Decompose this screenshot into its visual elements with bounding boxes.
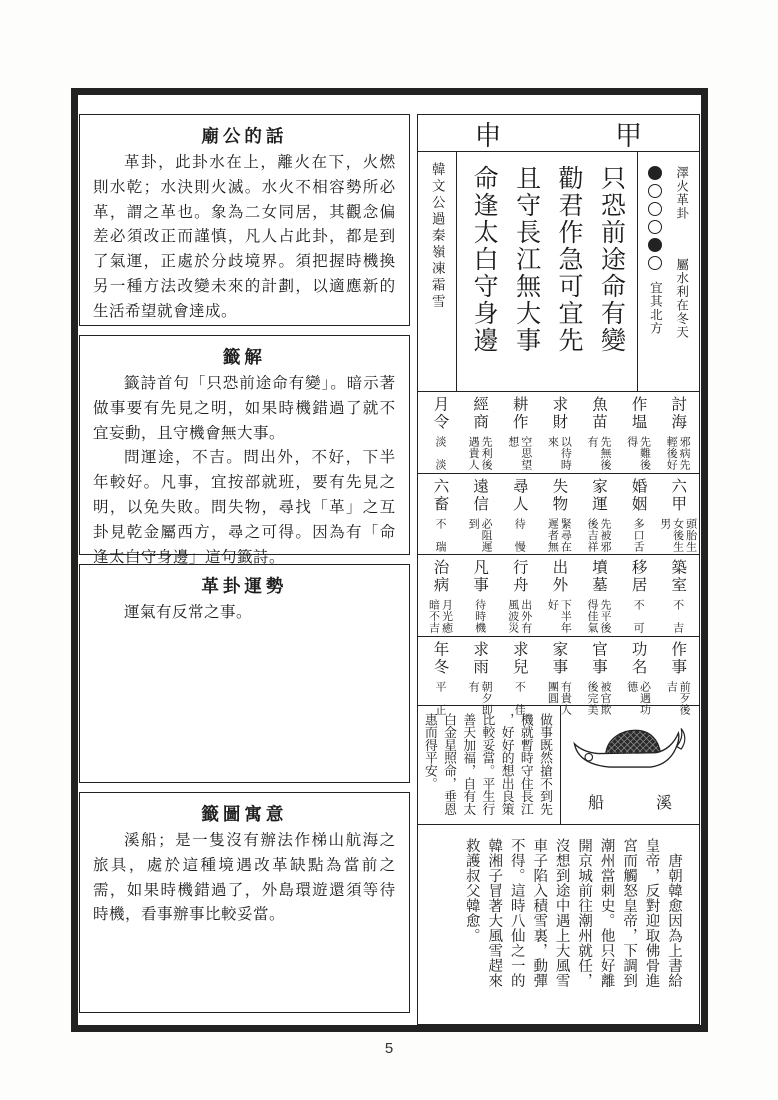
fortune-cell: [539, 641, 579, 716]
hexagram-season: 屬水利在冬天: [674, 258, 689, 339]
fortune-cell-value: 邪病先輕後好: [665, 436, 691, 471]
fortune-cell-label: 移居: [629, 559, 647, 595]
fortune-grid-row: [418, 474, 699, 556]
fortune-cell-label: 家事: [550, 640, 568, 676]
fortune-cell-value: 淡 淡: [434, 436, 447, 471]
section-paragraph: 革卦，此卦水在上，離火在下，火燃則水乾；水決則火滅。水火不相容勢所必革，謂之革也。象為二女同居，其觀念偏差必須改正而謹慎，凡人占此卦，都是到了氣運，正處於分歧境界。須把握時機換另一種方法改變未來的計劃，以適應新的生活希望就會達成。: [93, 154, 396, 320]
fortune-cell-label: 出外: [550, 559, 568, 595]
fortune-cell: [459, 478, 499, 553]
fortune-cell: [420, 559, 460, 634]
fortune-cell: [539, 396, 579, 471]
fortune-cell-label: 經商: [471, 396, 489, 431]
poem-line: 且守長江無大事: [512, 165, 540, 354]
fortune-cell-label: 年冬: [431, 640, 449, 676]
fortune-cell: [499, 478, 539, 553]
section-hexagram-fortune: [79, 564, 410, 783]
fortune-cell-value: 空思望想: [506, 436, 532, 471]
poem-source-column: [418, 152, 457, 391]
fortune-cell: [459, 559, 499, 634]
fortune-cell: [618, 478, 658, 553]
fortune-cell-value: 朝夕即有: [467, 680, 493, 716]
fortune-cell: [499, 559, 539, 634]
fortune-cell-value: 不 瑞: [434, 517, 447, 553]
fortune-cell-value: 不 佳: [513, 680, 526, 716]
fortune-cell-value: 先無後有: [585, 436, 611, 471]
hexagram-lines-column: [646, 166, 664, 391]
section-poem-explanation: [79, 335, 410, 566]
emblem-caption-text: 做事既然搶不到先機就暫時守住長江，好好的想出良策比較妥當。平生行善天加福，自有太白金星照命，垂恩惠而得平安。: [422, 713, 552, 816]
fortune-cell-label: 築室: [669, 559, 687, 595]
fortune-cell-label: 六甲: [669, 477, 687, 513]
fortune-cell-value: 有貴人團圓: [546, 680, 572, 716]
stem-branch-char: 申: [474, 120, 502, 151]
fortune-cell: [578, 478, 618, 553]
page-border-frame: [71, 88, 708, 1032]
fortune-cell: [499, 396, 539, 471]
story-band: [418, 825, 699, 1024]
fortune-cell-value: 前歹後吉: [665, 680, 691, 716]
hexagram-direction: 宜其北方: [648, 281, 663, 335]
section-paragraph: 溪船；是一隻沒有辦法作梯山航海之旅具，處於這種境遇改革缺點為當前之需，如果時機錯過了，外島環遊還須等待時機，看事辦事比較妥當。: [93, 832, 396, 924]
poem-area: [457, 152, 637, 391]
fortune-cell: [499, 641, 539, 716]
section-paragraph: 籤詩首句「只恐前途命有變」。暗示著做事要有先見之明，如果時機錯過了就不宜妄動，且守機會無大事。: [93, 375, 396, 442]
fortune-cell-value: 不 吉: [671, 599, 684, 634]
story-text: 唐朝韓愈因為上書給皇帝，反對迎取佛骨進宮而觸怒皇帝，下調到潮州當刺史。他只好離開京城前往潮州就任，沒想到途中遇上大風雪車子陷入積雪裏，動彈不得。這時八仙之一的韓湘子冒著大風雪趕來救護叔父韓愈。: [463, 838, 682, 988]
fortune-cell-value: 不 可: [632, 599, 645, 634]
boat-porthole: [585, 753, 593, 761]
boat-illustration: [571, 724, 689, 776]
fortune-cell-label: 求雨: [471, 640, 489, 676]
fortune-cell-value: 平 正: [434, 680, 447, 716]
fortune-cell-value: 被官欺後完美: [585, 680, 611, 716]
fortune-cell: [618, 559, 658, 634]
poem-line: 只恐前途命有變: [597, 165, 625, 354]
fortune-cell: [539, 478, 579, 553]
section-paragraph: 運氣有反常之事。: [124, 604, 253, 621]
fortune-cell-value: 頭胎生女後生男: [658, 517, 697, 553]
fortune-grid: [418, 392, 699, 716]
fortune-cell-label: 功名: [629, 640, 647, 676]
left-column: [79, 114, 410, 1025]
yao-circle-open-icon: [648, 184, 662, 198]
fortune-cell-label: 失物: [550, 477, 568, 513]
fortune-cell-label: 求財: [550, 396, 568, 431]
fortune-cell: [539, 559, 579, 634]
fortune-cell: [420, 478, 460, 553]
poem-line: 勸君作急可宜先: [555, 165, 583, 354]
fortune-cell-value: 出外有風波災: [506, 599, 532, 634]
fortune-cell-label: 尋人: [510, 477, 528, 513]
yao-circle-filled-icon: [648, 166, 662, 180]
fortune-cell: [618, 641, 658, 716]
fortune-grid-row: [418, 392, 699, 474]
fortune-cell-label: 官事: [589, 640, 607, 676]
fortune-cell: [420, 396, 460, 471]
fortune-cell-label: 行舟: [510, 559, 528, 595]
emblem-label: 船 溪: [587, 795, 690, 812]
fortune-cell-label: 墳墓: [589, 559, 607, 595]
section-paragraph: 問運途，不吉。問出外，不好，下半年較好。凡事，宜按部就班，要有先見之明，以免失敗。問失物，尋找「革」之互卦見乾金屬西方，尋之可得。因為有「命逢太白守身邊」這句籤詩。: [93, 449, 396, 566]
yao-circle-open-icon: [648, 220, 662, 234]
emblem-band: [418, 706, 699, 825]
fortune-cell: [618, 396, 658, 471]
poem-line: 命逢太白守身邊: [470, 165, 498, 354]
fortune-cell-label: 六畜: [431, 477, 449, 513]
fortune-cell-value: 下半年好: [546, 599, 572, 634]
yao-circle-open-icon: [648, 202, 662, 216]
fortune-cell: [657, 641, 697, 716]
fortune-cell-label: 討海: [669, 396, 687, 431]
fortune-grid-row: [418, 555, 699, 637]
fortune-cell-label: 婚姻: [629, 477, 647, 513]
section-title: 革卦運勢: [201, 576, 288, 596]
fortune-cell-label: 魚苗: [589, 396, 607, 431]
fortune-cell-label: 凡事: [471, 559, 489, 595]
fortune-cell-label: 遠信: [471, 477, 489, 513]
fortune-cell: [578, 559, 618, 634]
right-column: [417, 114, 700, 1025]
section-title: 籤圖寓意: [201, 804, 288, 824]
fortune-cell: [578, 641, 618, 716]
fortune-cell-label: 作事: [669, 640, 687, 676]
yao-circle-open-icon: [648, 256, 662, 270]
section-title: 廟公的話: [201, 126, 288, 146]
fortune-cell-value: 必遇功德: [625, 680, 651, 716]
fortune-cell-value: 以待時來: [546, 436, 572, 471]
fortune-cell-value: 先難後得: [625, 436, 651, 471]
poem-source-text: 韓文公過秦嶺凍霜雪: [429, 162, 445, 311]
fortune-cell: [578, 396, 618, 471]
fortune-cell-label: 治病: [431, 559, 449, 595]
hexagram-lines: [648, 166, 662, 274]
hexagram-text-column: [673, 166, 691, 391]
poem-band: [418, 152, 699, 392]
yao-circle-filled-icon: [648, 238, 662, 252]
fortune-cell: [420, 641, 460, 716]
fortune-cell-value: 待 慢: [513, 517, 526, 553]
section-temple-words: [79, 114, 410, 326]
stem-branch-header: [418, 115, 699, 152]
hexagram-column: [637, 152, 699, 391]
fortune-cell-label: 求兒: [510, 640, 528, 676]
fortune-cell: [459, 641, 499, 716]
fortune-cell-value: 待時機: [473, 599, 486, 634]
fortune-cell: [459, 396, 499, 471]
fortune-cell-label: 月令: [431, 396, 449, 431]
fortune-cell-label: 作塭: [629, 396, 647, 431]
fortune-cell-label: 耕作: [510, 396, 528, 431]
fortune-cell-value: 先平後得佳氣: [585, 599, 611, 634]
fortune-cell-value: 緊尋在遲者無: [546, 517, 572, 553]
emblem-picture-cell: [560, 706, 699, 824]
section-picture-moral: [79, 792, 410, 1013]
emblem-caption-area: [418, 706, 560, 824]
page-number: 5: [384, 1040, 394, 1057]
fortune-cell-value: 多口舌: [632, 517, 645, 553]
boat-canopy: [606, 730, 661, 753]
fortune-cell-value: 必阻遲到: [467, 517, 493, 553]
fortune-cell-value: 月光癒暗不吉: [427, 599, 453, 634]
fortune-cell-label: 家運: [589, 477, 607, 513]
section-title: 籤解: [222, 347, 266, 367]
fortune-cell: [657, 396, 697, 471]
fortune-cell: [657, 478, 697, 553]
fortune-cell-value: 先利後遇貴人: [467, 436, 493, 471]
fortune-cell-value: 先被邪後吉祥: [585, 517, 611, 553]
hexagram-name: 澤火革卦: [674, 166, 689, 220]
stem-branch-char: 甲: [615, 120, 643, 151]
fortune-cell: [657, 559, 697, 634]
